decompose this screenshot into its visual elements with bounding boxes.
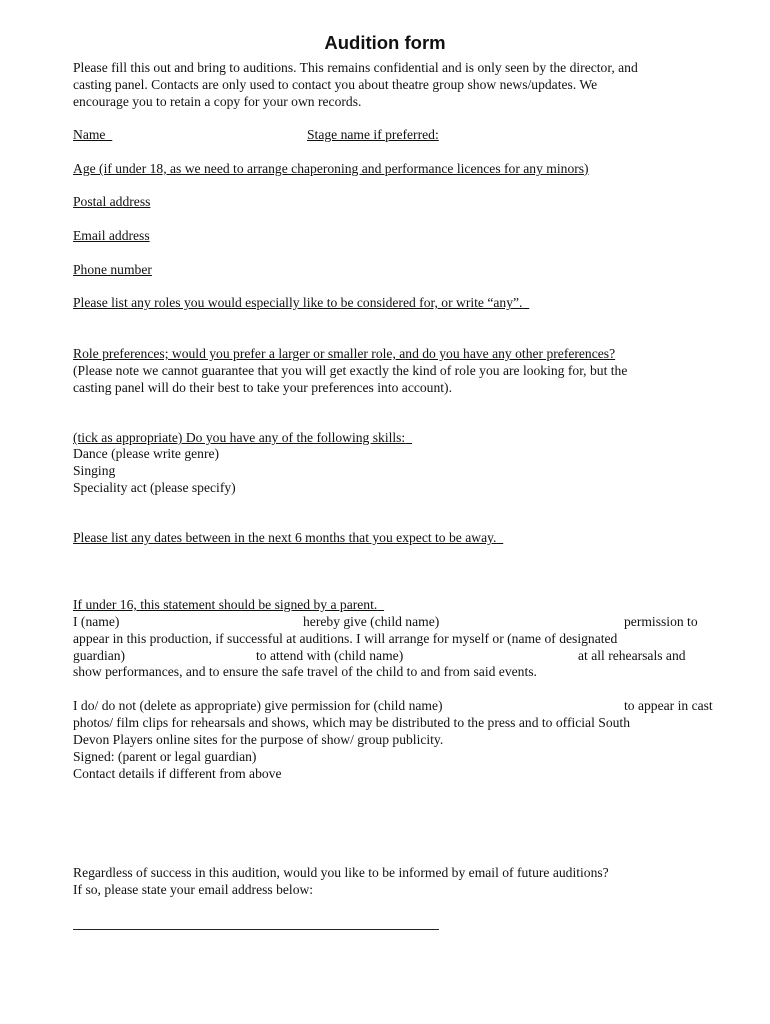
parent-statement-line-2: appear in this production, if successful at auditions. I will arrange for myself or (name of designated [73,631,618,646]
stage-name-label: Stage name if preferred: [307,127,439,142]
role-preferences-note-line-1: (Please note we cannot guarantee that you will get exactly the kind of role you are looking for, but the [73,363,628,378]
skills-label: (tick as appropriate) Do you have any of the following skills: [73,430,406,445]
future-auditions-line-1: Regardless of success in this audition, would you like to be informed by email of future auditions? [73,865,609,880]
age-label: Age (if under 18, as we need to arrange chaperoning and performance licences for any minors) [73,161,589,176]
intro-line-2: casting panel. Contacts are only used to contact you about theatre group show news/updates. We [73,77,598,92]
skill-speciality-act[interactable]: Speciality act (please specify) [73,480,236,495]
intro-line-1: Please fill this out and bring to auditions. This remains confidential and is only seen by the director, and [73,60,638,75]
roles-label: Please list any roles you would especially like to be considered for, or write “any”. [73,295,523,310]
role-preferences-label: Role preferences; would you prefer a larger or smaller role, and do you have any other preferences? [73,346,616,361]
form-title: Audition form [324,32,446,53]
parent-statement-line-4: show performances, and to ensure the safe travel of the child to and from said events. [73,664,537,679]
photo-permission-tail: to appear in cast [624,698,713,713]
signed-label: Signed: (parent or legal guardian) [73,749,257,764]
skill-dance[interactable]: Dance (please write genre) [73,446,220,461]
photo-permission-line-2: photos/ film clips for rehearsals and shows, which may be distributed to the press and to official South [73,715,630,730]
postal-address-label: Postal address [73,194,151,209]
email-address-label: Email address [73,228,150,243]
photo-permission-label: I do/ do not (delete as appropriate) give permission for (child name) [73,698,443,713]
parent-name-label: I (name) [73,614,120,629]
rehearsals-label: at all rehearsals and [578,648,686,663]
intro-line-3: encourage you to retain a copy for your own records. [73,94,362,109]
future-auditions-line-2: If so, please state your email address below: [73,882,314,897]
guardian-label: guardian) [73,648,126,663]
parent-statement-heading: If under 16, this statement should be signed by a parent. [73,597,378,612]
photo-permission-line-3: Devon Players online sites for the purpose of show/ group publicity. [73,732,444,747]
child-name-label: hereby give (child name) [303,614,440,629]
phone-number-label: Phone number [73,262,152,277]
permission-label: permission to [624,614,698,629]
skill-singing[interactable]: Singing [73,463,116,478]
attend-with-label: to attend with (child name) [256,648,404,663]
role-preferences-note-line-2: casting panel will do their best to take your preferences into account). [73,380,452,395]
name-label: Name [73,127,106,142]
dates-away-label: Please list any dates between in the next 6 months that you expect to be away. [73,530,497,545]
contact-details-label: Contact details if different from above [73,766,282,781]
email-signature-line[interactable] [73,929,439,930]
